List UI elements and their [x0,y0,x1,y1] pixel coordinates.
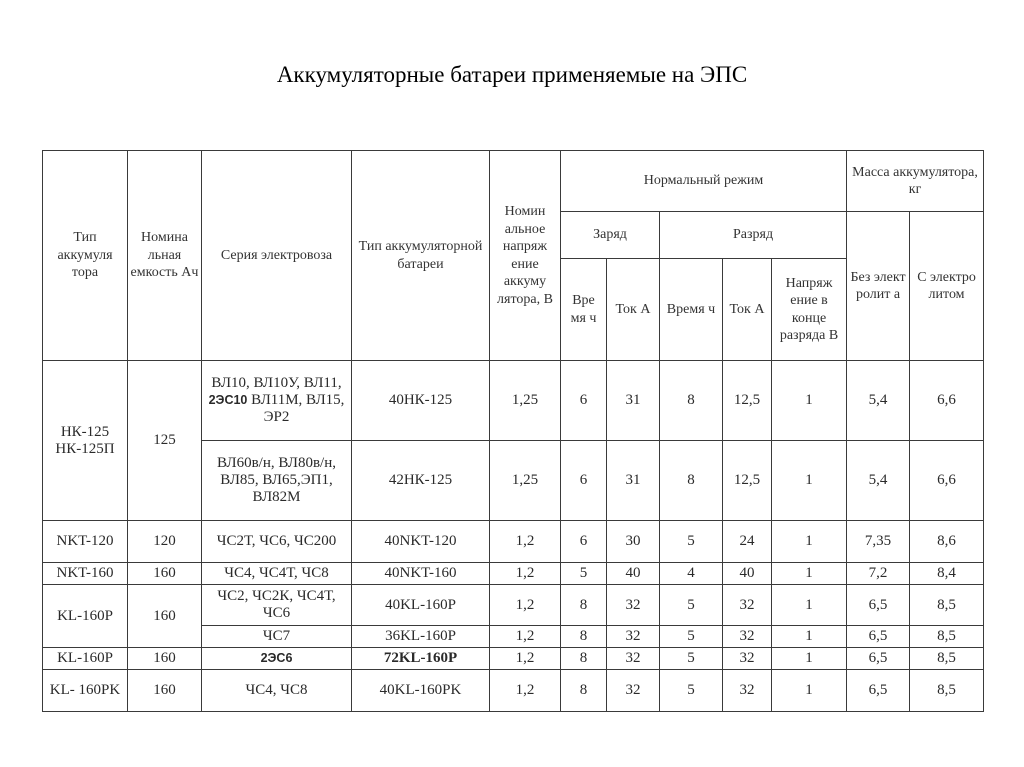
cell-series: ЧС7 [202,626,352,648]
cell-charge-time: 6 [561,441,607,521]
cell-discharge-time: 5 [660,626,723,648]
header-charge-current: Ток А [607,259,660,361]
cell-end-voltage: 1 [772,521,847,563]
cell-battery: 40NKT-120 [352,521,490,563]
cell-charge-time: 6 [561,521,607,563]
series-highlight: 2ЭС6 [260,651,293,665]
header-voltage: Номин альное напряж ение аккуму лятора, В [490,151,561,361]
cell-mass-without: 7,2 [847,563,910,585]
cell-battery: 40KL-160P [352,585,490,626]
cell-charge-time: 8 [561,626,607,648]
cell-capacity: 125 [128,361,202,521]
cell-mass-with: 8,6 [910,521,984,563]
header-series: Серия электровоза [202,151,352,361]
cell-mass-without: 6,5 [847,585,910,626]
cell-charge-time: 8 [561,585,607,626]
cell-mass-with: 8,4 [910,563,984,585]
cell-mass-with: 6,6 [910,441,984,521]
cell-end-voltage: 1 [772,648,847,670]
cell-capacity: 160 [128,670,202,712]
cell-charge-current: 32 [607,585,660,626]
cell-battery: 40NKT-160 [352,563,490,585]
cell-battery: 36KL-160P [352,626,490,648]
cell-series: ЧС4, ЧС4Т, ЧС8 [202,563,352,585]
table-row [43,521,984,563]
cell-type: KL-160P [43,585,128,648]
cell-charge-current: 32 [607,648,660,670]
table-row [43,670,984,712]
cell-charge-time: 5 [561,563,607,585]
cell-mass-without: 6,5 [847,670,910,712]
cell-series [202,361,352,441]
page-title: Аккумуляторные батареи применяемые на ЭПС [276,62,748,87]
cell-capacity: 160 [128,648,202,670]
header-mass: Масса аккумулятора, кг [847,151,984,212]
cell-battery: 72KL-160P [352,648,490,670]
header-mass-with-electrolyte: С электро литом [910,212,984,361]
header-discharge: Разряд [660,212,847,259]
cell-end-voltage: 1 [772,563,847,585]
header-charge-time: Вре мя ч [561,259,607,361]
table-row [43,361,984,441]
cell-battery: 40НК-125 [352,361,490,441]
cell-capacity: 160 [128,563,202,585]
cell-voltage: 1,2 [490,670,561,712]
cell-type: НК-125 НК-125П [43,361,128,521]
cell-mass-with: 6,6 [910,361,984,441]
table-row [43,585,984,626]
cell-capacity: 160 [128,585,202,648]
cell-discharge-time: 5 [660,648,723,670]
header-discharge-time: Время ч [660,259,723,361]
cell-end-voltage: 1 [772,441,847,521]
header-end-voltage: Напряж ение в конце разряда В [772,259,847,361]
cell-charge-current: 30 [607,521,660,563]
cell-end-voltage: 1 [772,361,847,441]
cell-discharge-current: 32 [723,648,772,670]
cell-discharge-current: 24 [723,521,772,563]
cell-voltage: 1,2 [490,521,561,563]
table-row [43,563,984,585]
cell-mass-without: 6,5 [847,648,910,670]
cell-series: ЧС2, ЧС2К, ЧС4Т, ЧС6 [202,585,352,626]
cell-voltage: 1,2 [490,585,561,626]
header-discharge-current: Ток А [723,259,772,361]
battery-table [42,150,984,712]
cell-end-voltage: 1 [772,670,847,712]
cell-series: ЧС4, ЧС8 [202,670,352,712]
cell-discharge-time: 8 [660,441,723,521]
cell-discharge-time: 5 [660,521,723,563]
cell-voltage: 1,25 [490,441,561,521]
series-text: ВЛ11М, ВЛ15, ЭР2 [251,392,345,425]
cell-discharge-time: 5 [660,670,723,712]
cell-type: NKT-160 [43,563,128,585]
header-normal-mode: Нормальный режим [561,151,847,212]
cell-charge-time: 8 [561,670,607,712]
header-battery-type: Тип аккумуляторной батареи [352,151,490,361]
cell-end-voltage: 1 [772,585,847,626]
cell-series: ЧС2Т, ЧС6, ЧС200 [202,521,352,563]
cell-mass-without: 5,4 [847,441,910,521]
table-row [43,648,984,670]
cell-mass-without: 6,5 [847,626,910,648]
cell-discharge-current: 40 [723,563,772,585]
cell-type: NKT-120 [43,521,128,563]
cell-charge-current: 32 [607,670,660,712]
cell-mass-with: 8,5 [910,585,984,626]
cell-charge-current: 31 [607,441,660,521]
cell-discharge-current: 12,5 [723,441,772,521]
cell-capacity: 120 [128,521,202,563]
header-type: Тип аккумуля тора [43,151,128,361]
cell-charge-current: 32 [607,626,660,648]
cell-mass-with: 8,5 [910,626,984,648]
cell-charge-current: 31 [607,361,660,441]
cell-discharge-time: 8 [660,361,723,441]
cell-battery: 40KL-160PK [352,670,490,712]
series-text: ВЛ10, ВЛ10У, ВЛ11, [211,375,342,391]
cell-discharge-current: 32 [723,670,772,712]
cell-series [202,648,352,670]
cell-type: KL-160P [43,648,128,670]
cell-discharge-current: 32 [723,626,772,648]
cell-discharge-current: 32 [723,585,772,626]
cell-mass-with: 8,5 [910,648,984,670]
cell-voltage: 1,2 [490,648,561,670]
header-charge: Заряд [561,212,660,259]
cell-charge-current: 40 [607,563,660,585]
cell-battery: 42НК-125 [352,441,490,521]
cell-discharge-current: 12,5 [723,361,772,441]
cell-voltage: 1,2 [490,563,561,585]
header-mass-without-electrolyte: Без элект ролит а [847,212,910,361]
cell-discharge-time: 5 [660,585,723,626]
cell-voltage: 1,2 [490,626,561,648]
cell-charge-time: 6 [561,361,607,441]
cell-type: KL- 160PK [43,670,128,712]
cell-mass-without: 7,35 [847,521,910,563]
cell-charge-time: 8 [561,648,607,670]
cell-series: ВЛ60в/н, ВЛ80в/н, ВЛ85, ВЛ65,ЭП1, ВЛ82М [202,441,352,521]
cell-voltage: 1,25 [490,361,561,441]
header-capacity: Номина льная емкость Ач [128,151,202,361]
series-highlight: 2ЭС10 [208,393,248,407]
cell-discharge-time: 4 [660,563,723,585]
cell-end-voltage: 1 [772,626,847,648]
cell-mass-with: 8,5 [910,670,984,712]
cell-mass-without: 5,4 [847,361,910,441]
